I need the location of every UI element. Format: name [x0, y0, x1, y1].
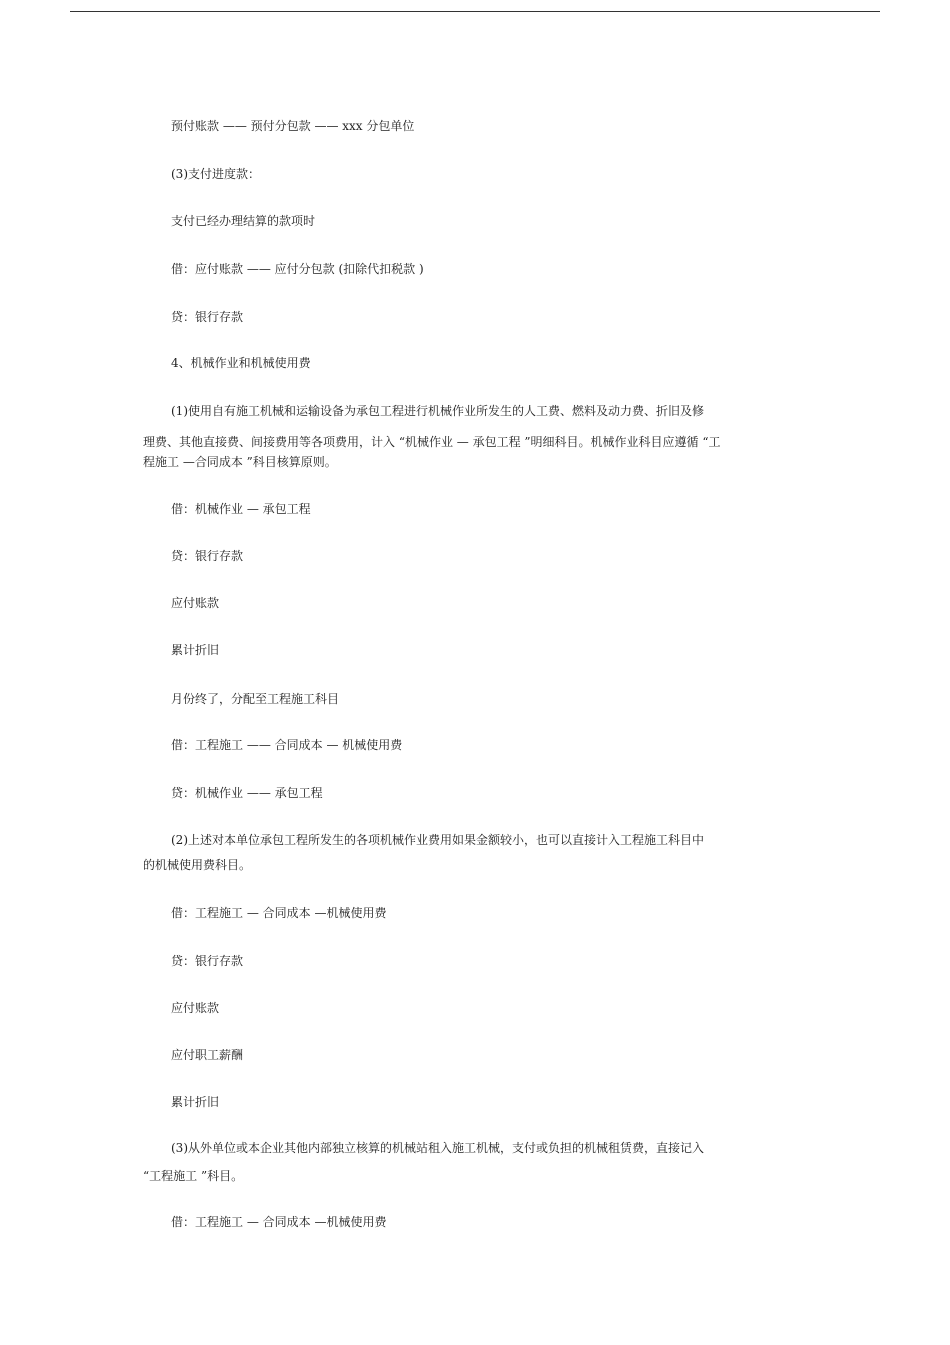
text-line: 理费、其他直接费、间接费用等各项费用，计入 “机械作业 — 承包工程 ”明细科目。机械作业科目应遵循 “工 [143, 435, 721, 449]
text-line: 支付已经办理结算的款项时 [171, 214, 316, 228]
text-line: (3)从外单位或本企业其他内部独立核算的机械站租入施工机械，支付或负担的机械租赁费，直接记入 [171, 1141, 705, 1155]
text-line: 借：机械作业 — 承包工程 [171, 502, 311, 516]
header-rule [70, 11, 880, 12]
text-line: 应付账款 [171, 596, 220, 610]
text-line: (3)支付进度款： [171, 167, 260, 181]
text-line: 贷：银行存款 [171, 954, 244, 968]
text-line: 累计折旧 [171, 1095, 220, 1109]
section-heading: 4、机械作业和机械使用费 [171, 356, 311, 370]
text-line: 的机械使用费科目。 [143, 858, 252, 872]
text-line: 借：工程施工 — 合同成本 —机械使用费 [171, 1215, 387, 1229]
text-line: 借：应付账款 —— 应付分包款 (扣除代扣税款 ) [171, 262, 424, 276]
text-line: 应付职工薪酬 [171, 1048, 244, 1062]
text-line: “工程施工 ”科目。 [143, 1169, 244, 1183]
text-line: 月份终了，分配至工程施工科目 [171, 692, 340, 706]
text-line: (1)使用自有施工机械和运输设备为承包工程进行机械作业所发生的人工费、燃料及动力费、折旧及修 [171, 404, 705, 418]
text-line: 借：工程施工 —— 合同成本 — 机械使用费 [171, 738, 403, 752]
text-line: 贷：银行存款 [171, 310, 244, 324]
text-line: 程施工 —合同成本 ”科目核算原则。 [143, 455, 337, 469]
text-line: 应付账款 [171, 1001, 220, 1015]
text-line: 累计折旧 [171, 643, 220, 657]
text-line: (2)上述对本单位承包工程所发生的各项机械作业费用如果金额较小，也可以直接计入工程施工科目中 [171, 833, 705, 847]
text-line: 贷：银行存款 [171, 549, 244, 563]
text-line: 贷：机械作业 —— 承包工程 [171, 786, 323, 800]
text-line: 预付账款 —— 预付分包款 —— xxx 分包单位 [171, 119, 415, 133]
text-line: 借：工程施工 — 合同成本 —机械使用费 [171, 906, 387, 920]
